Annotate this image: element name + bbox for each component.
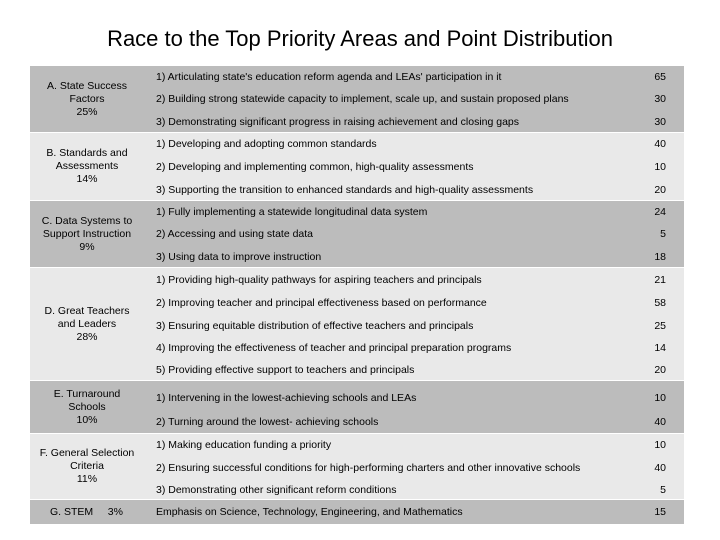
item-text: 2) Turning around the lowest- achieving schools — [156, 416, 379, 428]
item-text: 3) Ensuring equitable distribution of effective teachers and principals — [156, 320, 474, 332]
item-points: 10 — [654, 161, 666, 173]
category-group-state-success — [144, 66, 684, 133]
table-row — [144, 337, 684, 359]
category-label-turnaround: E. Turnaround Schools 10% — [30, 381, 144, 434]
item-text: 3) Using data to improve instruction — [156, 251, 322, 263]
page-title: Race to the Top Priority Areas and Point Distribution — [107, 26, 613, 51]
table-row — [144, 156, 684, 178]
table-row — [144, 479, 684, 501]
table-row — [144, 292, 684, 314]
category-label-stem: G. STEM 3% — [30, 500, 144, 524]
item-text: 3) Supporting the transition to enhanced standards and high-quality assessments — [156, 184, 534, 196]
category-label-state-success: A. State Success Factors 25% — [30, 66, 144, 133]
item-text: 1) Developing and adopting common standards — [156, 138, 377, 150]
item-text: 1) Articulating state's education reform agenda and LEAs' participation in it — [156, 71, 502, 83]
item-points: 30 — [654, 116, 666, 128]
item-text: 1) Fully implementing a statewide longitudinal data system — [156, 206, 428, 218]
item-points: 65 — [654, 71, 666, 83]
item-text: 2) Accessing and using state data — [156, 228, 314, 240]
table-row — [144, 457, 684, 479]
item-text: 1) Intervening in the lowest-achieving schools and LEAs — [156, 392, 417, 404]
item-text: 2) Developing and implementing common, high-quality assessments — [156, 161, 474, 173]
item-points: 14 — [654, 342, 666, 354]
item-points: 40 — [654, 462, 666, 474]
item-text: 2) Improving teacher and principal effectiveness based on performance — [156, 297, 487, 309]
item-points: 58 — [654, 297, 666, 309]
item-points: 18 — [654, 251, 666, 263]
item-text: Emphasis on Science, Technology, Engineering, and Mathematics — [156, 506, 463, 518]
table-row — [144, 133, 684, 155]
category-group-general-selection — [144, 434, 684, 500]
item-text: 4) Improving the effectiveness of teacher and principal preparation programs — [156, 342, 512, 354]
category-group-standards — [144, 133, 684, 201]
item-text: 1) Providing high-quality pathways for aspiring teachers and principals — [156, 274, 482, 286]
priority-table — [30, 66, 684, 524]
table-row — [144, 269, 684, 291]
item-points: 20 — [654, 364, 666, 376]
item-points: 30 — [654, 93, 666, 105]
item-text: 2) Building strong statewide capacity to implement, scale up, and sustain proposed plans — [156, 93, 569, 105]
table-row — [144, 246, 684, 268]
category-group-data-systems — [144, 201, 684, 268]
category-label-standards: B. Standards and Assessments 14% — [30, 133, 144, 201]
table-row — [144, 88, 684, 110]
table-row — [144, 434, 684, 456]
table-row — [144, 223, 684, 245]
table-row — [144, 501, 684, 523]
item-points: 40 — [654, 138, 666, 150]
item-points: 15 — [654, 506, 666, 518]
item-text: 3) Demonstrating other significant reform conditions — [156, 484, 397, 496]
item-points: 24 — [654, 206, 666, 218]
category-group-turnaround — [144, 381, 684, 434]
item-points: 5 — [660, 228, 666, 240]
item-points: 5 — [660, 484, 666, 496]
item-points: 21 — [654, 274, 666, 286]
table-row — [144, 66, 684, 88]
item-points: 20 — [654, 184, 666, 196]
item-text: 5) Providing effective support to teachers and principals — [156, 364, 415, 376]
table-row — [144, 179, 684, 201]
item-text: 1) Making education funding a priority — [156, 439, 332, 451]
table-row — [144, 111, 684, 133]
table-row — [144, 359, 684, 381]
item-points: 10 — [654, 392, 666, 404]
item-text: 3) Demonstrating significant progress in raising achievement and closing gaps — [156, 116, 520, 128]
category-group-stem — [144, 500, 684, 524]
table-row — [144, 387, 684, 409]
table-row — [144, 315, 684, 337]
category-label-great-teachers: D. Great Teachers and Leaders 28% — [30, 268, 144, 381]
category-label-general-selection: F. General Selection Criteria 11% — [30, 434, 144, 500]
table-row — [144, 201, 684, 223]
item-points: 40 — [654, 416, 666, 428]
table-row — [144, 411, 684, 433]
item-text: 2) Ensuring successful conditions for high-performing charters and other innovative schools — [156, 462, 581, 474]
item-points: 10 — [654, 439, 666, 451]
category-label-data-systems: C. Data Systems to Support Instruction 9% — [30, 201, 144, 268]
item-points: 25 — [654, 320, 666, 332]
category-group-great-teachers — [144, 268, 684, 381]
